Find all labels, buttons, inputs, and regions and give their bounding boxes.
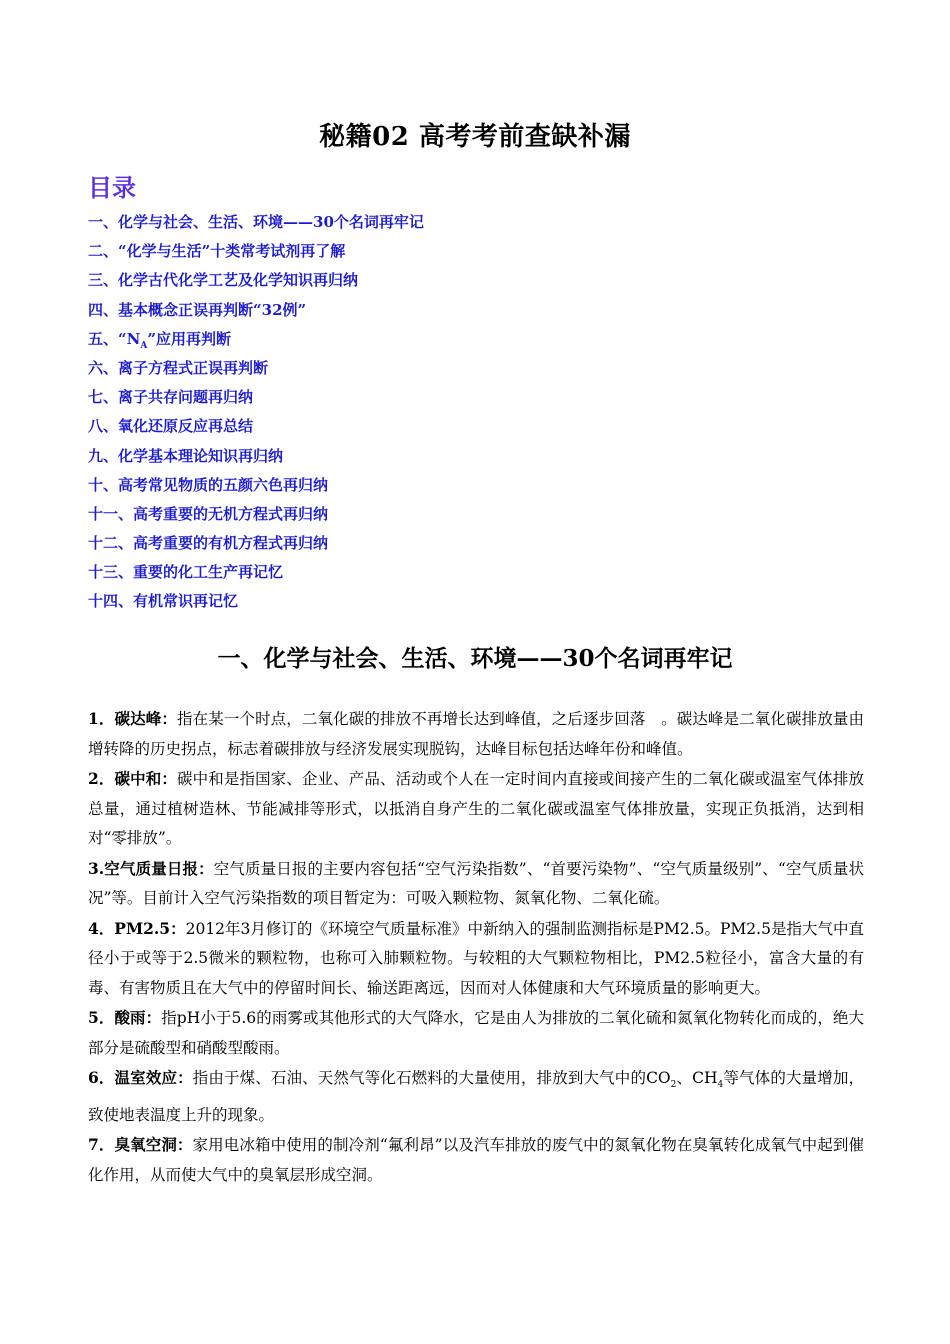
- toc-item-13[interactable]: 十三、重要的化工生产再记忆: [88, 563, 284, 582]
- entry-carbon-peak: [88, 704, 864, 764]
- entry-subscript: 2: [670, 1080, 677, 1091]
- toc-item-9[interactable]: 九、化学基本理论知识再归纳: [88, 446, 284, 465]
- entry-term: 5．酸雨：: [88, 1008, 162, 1027]
- entry-text-pre: 指由于煤、石油、天然气等化石燃料的大量使用，排放到大气中的CO: [192, 1069, 671, 1087]
- table-of-contents: [88, 210, 868, 619]
- entry-term: 2．碳中和：: [88, 769, 177, 788]
- toc-item-4[interactable]: 四、基本概念正误再判断“32例”: [88, 300, 307, 319]
- entry-text: 指在某一个时点，二氧化碳的排放不再增长达到峰值，之后逐步回落 。碳达峰是二氧化碳排放量由增转降的历史拐点，标志着碳排放与经济发展实现脱钩，达峰目标包括达峰年份和峰值。: [88, 710, 864, 758]
- entry-text: 2012年3月修订的《环境空气质量标准》中新纳入的强制监测指标是PM2.5。PM2.5是指大气中直径小于或等于2.5微米的颗粒物，也称可入肺颗粒物。与较粗的大气颗粒物相比，PM2.5粒径小，富含大量的有毒、有害物质且在大气中的停留时间长、输送距离远，因而对人体健康和大气环境质量的影响更大。: [88, 919, 864, 997]
- toc-item-5-text-post: ”应用再判断: [147, 329, 231, 348]
- section-title: 一、化学与社会、生活、环境——30个名词再牢记: [217, 645, 733, 672]
- toc-item-2[interactable]: 二、“化学与生活”十类常考试剂再了解: [88, 242, 346, 261]
- page-title: 秘籍02 高考考前查缺补漏: [319, 122, 631, 152]
- toc-item-5[interactable]: [88, 327, 868, 356]
- entry-ozone-hole: [88, 1130, 864, 1190]
- entry-text: 指pH小于5.6的雨雾或其他形式的大气降水，它是由人为排放的二氧化硫和氮氧化物转化而成的，绝大部分是硫酸型和硝酸型酸雨。: [88, 1009, 864, 1057]
- entry-greenhouse-effect: [88, 1063, 864, 1130]
- toc-item-8[interactable]: 八、氧化还原反应再总结: [88, 417, 254, 436]
- toc-item-3[interactable]: 三、化学古代化学工艺及化学知识再归纳: [88, 271, 359, 290]
- entry-text: 家用电冰箱中使用的制冷剂“氟利昂”以及汽车排放的废气中的氮氧化物在臭氧转化成氧气中起到催化作用，从而使大气中的臭氧层形成空洞。: [88, 1136, 864, 1184]
- entry-text-mid: 、CH: [676, 1069, 718, 1087]
- entry-term: 3.空气质量日报：: [88, 858, 214, 878]
- toc-item-6[interactable]: 六、离子方程式正误再判断: [88, 358, 269, 377]
- toc-item-14[interactable]: 十四、有机常识再记忆: [88, 592, 239, 611]
- toc-heading: 目录: [88, 174, 136, 202]
- entry-term: 6．温室效应：: [88, 1068, 193, 1087]
- entry-text: 碳中和是指国家、企业、产品、活动或个人在一定时间内直接或间接产生的二氧化碳或温室气体排放总量，通过植树造林、节能减排等形式，以抵消自身产生的二氧化碳或温室气体排放量，实现正负抵消，达到相对“零排放”。: [88, 770, 864, 847]
- entry-acid-rain: [88, 1003, 864, 1063]
- toc-item-11[interactable]: 十一、高考重要的无机方程式再归纳: [88, 504, 329, 523]
- entry-air-quality-report: [88, 854, 864, 914]
- entry-subscript: 4: [717, 1080, 724, 1091]
- entry-pm25: [88, 914, 864, 1004]
- entry-carbon-neutral: [88, 764, 864, 854]
- entry-term: 7．臭氧空洞：: [88, 1135, 193, 1155]
- toc-item-7[interactable]: 七、离子共存问题再归纳: [88, 388, 254, 407]
- toc-item-5-subscript: A: [140, 340, 148, 351]
- section-content: [88, 704, 864, 1190]
- entry-term: 4．PM2.5：: [88, 918, 186, 938]
- toc-item-10[interactable]: 十、高考常见物质的五颜六色再归纳: [88, 475, 329, 494]
- entry-text-post: 等气体的大量增加，致使地表温度上升的现象。: [88, 1069, 864, 1124]
- entry-term: 1．碳达峰：: [88, 709, 177, 728]
- toc-item-12[interactable]: 十二、高考重要的有机方程式再归纳: [88, 534, 329, 553]
- toc-item-1[interactable]: 一、化学与社会、生活、环境——30个名词再牢记: [88, 213, 424, 231]
- toc-item-5-text-pre: 五、“N: [88, 329, 141, 348]
- entry-text: 空气质量日报的主要内容包括“空气污染指数”、“首要污染物”、“空气质量级别”、“空气质量状况”等。目前计入空气污染指数的项目暂定为：可吸入颗粒物、氮氧化物、二氧化硫。: [88, 859, 864, 907]
